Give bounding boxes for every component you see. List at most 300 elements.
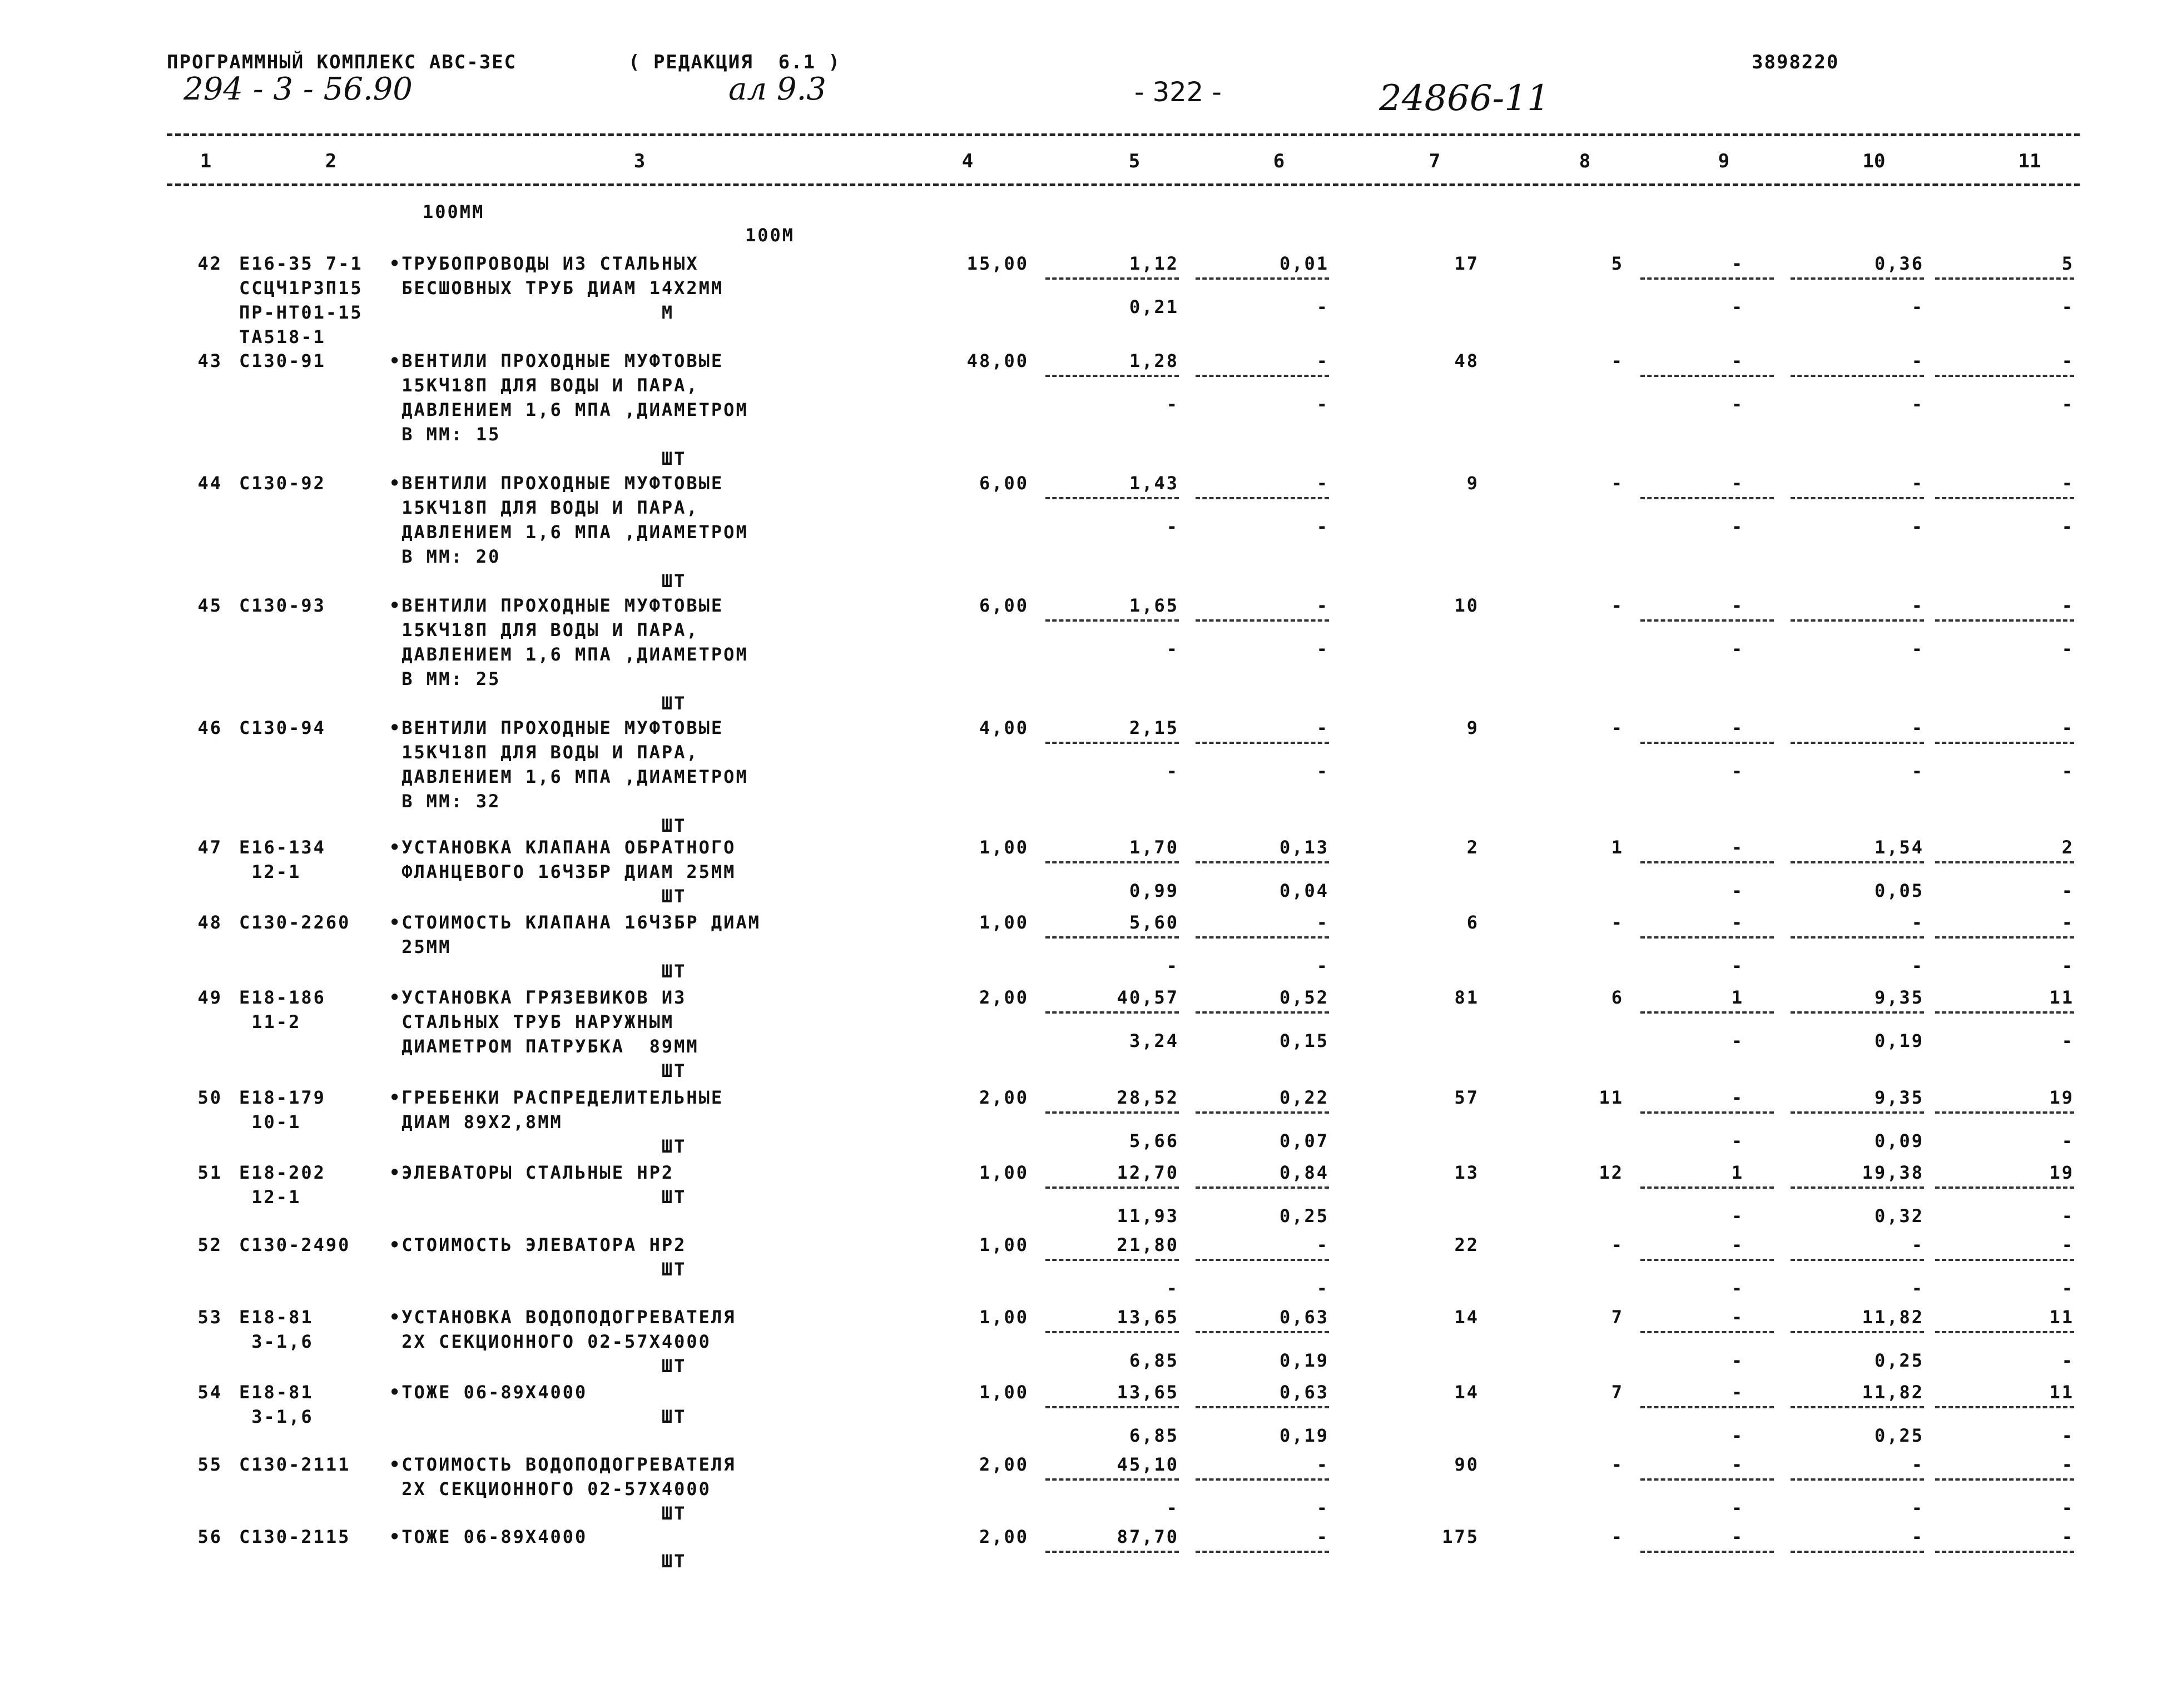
cell-col9: - <box>1731 595 1744 616</box>
page-number: - 322 - <box>1134 77 1222 108</box>
cell-col11-lower: - <box>2061 955 2074 976</box>
row-description: •СТОИМОСТЬ ВОДОПОДОГРЕВАТЕЛЯ <box>389 1454 736 1475</box>
column-number: 11 <box>2018 150 2041 172</box>
column-number: 8 <box>1579 150 1591 172</box>
cell-divider <box>1640 1259 1774 1261</box>
cell-col10: 9,35 <box>1874 987 1924 1008</box>
row-description: ШТ <box>389 570 687 592</box>
cell-col9: - <box>1731 912 1744 933</box>
column-number: 3 <box>633 150 646 172</box>
cell-col11-lower: - <box>2061 1350 2074 1371</box>
cell-col5: 40,57 <box>1117 987 1179 1008</box>
cell-divider <box>1935 1011 2074 1014</box>
cell-col10: - <box>1911 1234 1924 1255</box>
cell-divider <box>1935 1478 2074 1481</box>
cell-col11-lower: - <box>2061 296 2074 317</box>
column-number: 10 <box>1862 150 1886 172</box>
cell-col10: 9,35 <box>1874 1087 1924 1108</box>
cell-divider <box>1791 1478 1924 1481</box>
row-number: 51 <box>197 1162 222 1183</box>
cell-divider <box>1045 742 1179 744</box>
cell-col5-lower: 5,66 <box>1129 1130 1179 1151</box>
cell-col6: 0,84 <box>1279 1162 1329 1183</box>
cell-col7: 13 <box>1454 1162 1479 1183</box>
cell-col5: 12,70 <box>1117 1162 1179 1183</box>
cell-col10: - <box>1911 350 1924 371</box>
cell-divider <box>1935 277 2074 280</box>
cell-col5: 45,10 <box>1117 1454 1179 1475</box>
cell-col10-lower: - <box>1911 296 1924 317</box>
cell-col5-lower: 0,99 <box>1129 880 1179 901</box>
cell-col7: 90 <box>1454 1454 1479 1475</box>
cell-col6: 0,63 <box>1279 1307 1329 1328</box>
cell-col8: - <box>1611 717 1624 738</box>
cell-col6: 0,63 <box>1279 1382 1329 1403</box>
row-description: 2Х СЕКЦИОННОГО 02-57Х4000 <box>389 1331 711 1352</box>
cell-col5: 87,70 <box>1117 1526 1179 1547</box>
cell-col6: - <box>1316 350 1329 371</box>
cell-col11-lower: - <box>2061 1425 2074 1446</box>
cell-col5: 21,80 <box>1117 1234 1179 1255</box>
row-description: 15КЧ18П ДЛЯ ВОДЫ И ПАРА, <box>389 619 699 640</box>
cell-col5: 13,65 <box>1117 1382 1179 1403</box>
row-description: •УСТАНОВКА КЛАПАНА ОБРАТНОГО <box>389 837 736 858</box>
cell-divider <box>1640 1011 1774 1014</box>
program-title: ПРОГРАММНЫЙ КОМПЛЕКС АВС-3ЕС <box>167 51 517 73</box>
cell-col5-lower: - <box>1166 638 1179 659</box>
cell-divider <box>1640 1111 1774 1114</box>
row-description: БЕСШОВНЫХ ТРУБ ДИАМ 14Х2ММ <box>389 277 724 299</box>
row-description: •ВЕНТИЛИ ПРОХОДНЫЕ МУФТОВЫЕ <box>389 717 724 738</box>
row-code: Е16-35 7-1 <box>239 253 363 274</box>
cell-col5-lower: - <box>1166 516 1179 537</box>
cell-divider <box>1791 277 1924 280</box>
cell-divider <box>1045 1111 1179 1114</box>
cell-divider <box>1935 1111 2074 1114</box>
cell-divider <box>1045 1551 1179 1553</box>
cell-divider <box>1791 1259 1924 1261</box>
row-description: •УСТАНОВКА ГРЯЗЕВИКОВ ИЗ <box>389 987 687 1008</box>
cell-col10: 0,36 <box>1874 253 1924 274</box>
cell-col11: - <box>2061 1234 2074 1255</box>
cell-divider <box>1196 861 1329 863</box>
cell-divider <box>1196 1186 1329 1189</box>
row-code: С130-2260 <box>239 912 351 933</box>
cell-divider <box>1045 1406 1179 1408</box>
cell-col8: 7 <box>1611 1307 1624 1328</box>
table-top-rule <box>167 133 2080 136</box>
cell-col9: 1 <box>1731 987 1744 1008</box>
row-description: •УСТАНОВКА ВОДОПОДОГРЕВАТЕЛЯ <box>389 1307 736 1328</box>
cell-col6-lower: - <box>1316 516 1329 537</box>
cell-col7: 57 <box>1454 1087 1479 1108</box>
cell-col6-lower: 0,15 <box>1279 1030 1329 1051</box>
row-description: ШТ <box>389 448 687 469</box>
cell-col11-lower: - <box>2061 516 2074 537</box>
cell-col9: - <box>1731 253 1744 274</box>
cell-col9-lower: - <box>1731 296 1744 317</box>
cell-col7: 9 <box>1466 717 1479 738</box>
cell-divider <box>1045 1186 1179 1189</box>
cell-col11: - <box>2061 350 2074 371</box>
row-quantity: 1,00 <box>979 1234 1029 1255</box>
row-description: ШТ <box>389 1356 687 1377</box>
cell-divider <box>1791 1551 1924 1553</box>
cell-divider <box>1640 277 1774 280</box>
row-description: •ТОЖЕ 06-89Х4000 <box>389 1526 588 1547</box>
row-code: ПР-НТ01-15 <box>239 302 363 323</box>
cell-col10: - <box>1911 717 1924 738</box>
cell-col5-lower: - <box>1166 1497 1179 1518</box>
cell-col6-lower: - <box>1316 1278 1329 1299</box>
cell-col6-lower: - <box>1316 638 1329 659</box>
cell-col9-lower: - <box>1731 1130 1744 1151</box>
row-description: •ЭЛЕВАТОРЫ СТАЛЬНЫЕ НР2 <box>389 1162 675 1183</box>
row-description: М <box>389 302 675 323</box>
cell-col10-lower: 0,09 <box>1874 1130 1924 1151</box>
cell-col5: 1,43 <box>1129 473 1179 494</box>
continuation-unit: 100М <box>745 225 795 246</box>
cell-col8: 1 <box>1611 837 1624 858</box>
cell-col5-lower: 11,93 <box>1117 1205 1179 1227</box>
cell-col8: - <box>1611 595 1624 616</box>
cell-divider <box>1640 1331 1774 1333</box>
cell-divider <box>1196 742 1329 744</box>
cell-col6-lower: - <box>1316 761 1329 782</box>
cell-divider <box>1935 742 2074 744</box>
cell-col11: - <box>2061 717 2074 738</box>
cell-divider <box>1791 1186 1924 1189</box>
row-number: 55 <box>197 1454 222 1475</box>
cell-divider <box>1045 1331 1179 1333</box>
row-quantity: 6,00 <box>979 473 1029 494</box>
cell-col6-lower: 0,19 <box>1279 1425 1329 1446</box>
cell-col6: 0,01 <box>1279 253 1329 274</box>
cell-col6-lower: - <box>1316 394 1329 415</box>
cell-col11: - <box>2061 1454 2074 1475</box>
row-number: 48 <box>197 912 222 933</box>
row-description: ДИАМ 89Х2,8ММ <box>389 1111 563 1133</box>
cell-divider <box>1045 277 1179 280</box>
cell-col9: - <box>1731 350 1744 371</box>
row-description: 25ММ <box>389 936 452 957</box>
cell-divider <box>1935 1186 2074 1189</box>
cell-col11: 11 <box>2049 1382 2074 1403</box>
row-number: 43 <box>197 350 222 371</box>
cell-divider <box>1791 497 1924 499</box>
row-description: •СТОИМОСТЬ КЛАПАНА 16Ч3БР ДИАМ <box>389 912 761 933</box>
cell-col10-lower: - <box>1911 955 1924 976</box>
row-code: С130-94 <box>239 717 326 738</box>
cell-divider <box>1791 742 1924 744</box>
row-code: С130-91 <box>239 350 326 371</box>
cell-col6: 0,22 <box>1279 1087 1329 1108</box>
cell-divider <box>1640 1551 1774 1553</box>
row-number: 56 <box>197 1526 222 1547</box>
cell-col11: - <box>2061 473 2074 494</box>
cell-col10-lower: - <box>1911 1278 1924 1299</box>
row-description: ШТ <box>389 886 687 907</box>
cell-divider <box>1791 1111 1924 1114</box>
cell-col9: - <box>1731 837 1744 858</box>
cell-col9-lower: - <box>1731 1030 1744 1051</box>
row-code: 12-1 <box>239 861 301 882</box>
cell-col10-lower: - <box>1911 761 1924 782</box>
cell-col7: 175 <box>1442 1526 1479 1547</box>
cell-col5: 1,28 <box>1129 350 1179 371</box>
cell-divider <box>1935 1331 2074 1333</box>
cell-col11: - <box>2061 1526 2074 1547</box>
cell-col9-lower: - <box>1731 1497 1744 1518</box>
cell-divider <box>1045 1478 1179 1481</box>
row-number: 50 <box>197 1087 222 1108</box>
row-description: •ТРУБОПРОВОДЫ ИЗ СТАЛЬНЫХ <box>389 253 699 274</box>
cell-divider <box>1791 936 1924 939</box>
row-description: 15КЧ18П ДЛЯ ВОДЫ И ПАРА, <box>389 375 699 396</box>
cell-col7: 48 <box>1454 350 1479 371</box>
cell-col11: - <box>2061 912 2074 933</box>
row-description: •ВЕНТИЛИ ПРОХОДНЫЕ МУФТОВЫЕ <box>389 350 724 371</box>
cell-col8: - <box>1611 1234 1624 1255</box>
row-quantity: 48,00 <box>966 350 1029 371</box>
cell-col7: 2 <box>1466 837 1479 858</box>
row-description: ШТ <box>389 815 687 836</box>
row-code: С130-2490 <box>239 1234 351 1255</box>
column-number: 7 <box>1429 150 1441 172</box>
row-code: С130-93 <box>239 595 326 616</box>
row-description: В ММ: 20 <box>389 546 501 567</box>
row-number: 54 <box>197 1382 222 1403</box>
cell-col10: 1,54 <box>1874 837 1924 858</box>
cell-col9: - <box>1731 1454 1744 1475</box>
row-description: •СТОИМОСТЬ ЭЛЕВАТОРА НР2 <box>389 1234 687 1255</box>
cell-divider <box>1045 497 1179 499</box>
row-description: СТАЛЬНЫХ ТРУБ НАРУЖНЫМ <box>389 1011 675 1032</box>
cell-col7: 10 <box>1454 595 1479 616</box>
cell-col11: 11 <box>2049 1307 2074 1328</box>
cell-col10-lower: - <box>1911 394 1924 415</box>
cell-col5-lower: 6,85 <box>1129 1425 1179 1446</box>
cell-col9-lower: - <box>1731 1205 1744 1227</box>
cell-col9: 1 <box>1731 1162 1744 1183</box>
row-code: Е18-179 <box>239 1087 326 1108</box>
row-description: ДАВЛЕНИЕМ 1,6 МПА ,ДИАМЕТРОМ <box>389 766 748 787</box>
cell-divider <box>1791 1011 1924 1014</box>
row-code: С130-2115 <box>239 1526 351 1547</box>
row-code: Е16-134 <box>239 837 326 858</box>
row-number: 46 <box>197 717 222 738</box>
cell-col11: 19 <box>2049 1087 2074 1108</box>
cell-col6-lower: 0,25 <box>1279 1205 1329 1227</box>
cell-col10: 11,82 <box>1862 1382 1924 1403</box>
cell-divider <box>1640 861 1774 863</box>
row-quantity: 1,00 <box>979 1307 1029 1328</box>
cell-divider <box>1196 1478 1329 1481</box>
cell-col11-lower: - <box>2061 1030 2074 1051</box>
cell-col8: 7 <box>1611 1382 1624 1403</box>
row-quantity: 1,00 <box>979 1162 1029 1183</box>
cell-col5: 1,70 <box>1129 837 1179 858</box>
row-code: ССЦЧ1Р3П15 <box>239 277 363 299</box>
row-code: 11-2 <box>239 1011 301 1032</box>
cell-divider <box>1196 1331 1329 1333</box>
column-number: 5 <box>1128 150 1140 172</box>
cell-divider <box>1196 1011 1329 1014</box>
cell-col8: 5 <box>1611 253 1624 274</box>
cell-col11-lower: - <box>2061 1497 2074 1518</box>
row-quantity: 1,00 <box>979 837 1029 858</box>
row-description: •ВЕНТИЛИ ПРОХОДНЫЕ МУФТОВЫЕ <box>389 595 724 616</box>
cell-divider <box>1791 619 1924 622</box>
cell-col7: 81 <box>1454 987 1479 1008</box>
cell-divider <box>1045 861 1179 863</box>
row-description: •ТОЖЕ 06-89Х4000 <box>389 1382 588 1403</box>
cell-divider <box>1640 1186 1774 1189</box>
cell-divider <box>1196 497 1329 499</box>
row-quantity: 15,00 <box>966 253 1029 274</box>
row-code: Е18-186 <box>239 987 326 1008</box>
cell-col9-lower: - <box>1731 880 1744 901</box>
cell-divider <box>1640 1406 1774 1408</box>
cell-col5-lower: 0,21 <box>1129 296 1179 317</box>
cell-col6-lower: 0,07 <box>1279 1130 1329 1151</box>
cell-col6: - <box>1316 1234 1329 1255</box>
row-quantity: 2,00 <box>979 987 1029 1008</box>
row-description: В ММ: 25 <box>389 668 501 689</box>
cell-col11: 5 <box>2061 253 2074 274</box>
row-code: 3-1,6 <box>239 1331 314 1352</box>
cell-col9: - <box>1731 1087 1744 1108</box>
cell-divider <box>1196 936 1329 939</box>
row-quantity: 2,00 <box>979 1454 1029 1475</box>
row-description: ШТ <box>389 1551 687 1572</box>
cell-col6-lower: - <box>1316 1497 1329 1518</box>
cell-col8: - <box>1611 473 1624 494</box>
handwritten-album: ал 9.3 <box>728 71 826 107</box>
cell-col10-lower: - <box>1911 638 1924 659</box>
row-description: ДИАМЕТРОМ ПАТРУБКА 89ММ <box>389 1036 699 1057</box>
cell-col11-lower: - <box>2061 638 2074 659</box>
cell-col6-lower: 0,04 <box>1279 880 1329 901</box>
row-code: С130-92 <box>239 473 326 494</box>
cell-col8: - <box>1611 1526 1624 1547</box>
cell-col5-lower: 3,24 <box>1129 1030 1179 1051</box>
cell-col9-lower: - <box>1731 1350 1744 1371</box>
cell-divider <box>1935 1406 2074 1408</box>
cell-col6-lower: - <box>1316 296 1329 317</box>
cell-divider <box>1045 619 1179 622</box>
row-description: В ММ: 32 <box>389 791 501 812</box>
cell-col11-lower: - <box>2061 1130 2074 1151</box>
cell-col6: - <box>1316 595 1329 616</box>
row-description: •ГРЕБЕНКИ РАСПРЕДЕЛИТЕЛЬНЫЕ <box>389 1087 724 1108</box>
cell-divider <box>1935 497 2074 499</box>
row-number: 49 <box>197 987 222 1008</box>
cell-col6: 0,52 <box>1279 987 1329 1008</box>
cell-col9-lower: - <box>1731 1278 1744 1299</box>
cell-col9: - <box>1731 1526 1744 1547</box>
cell-col6-lower: - <box>1316 955 1329 976</box>
cell-col11-lower: - <box>2061 1278 2074 1299</box>
cell-col6: - <box>1316 717 1329 738</box>
cell-col10: - <box>1911 912 1924 933</box>
row-quantity: 1,00 <box>979 912 1029 933</box>
cell-col10-lower: - <box>1911 516 1924 537</box>
row-code: 12-1 <box>239 1186 301 1208</box>
row-description: ШТ <box>389 1406 687 1427</box>
row-code: 3-1,6 <box>239 1406 314 1427</box>
column-number: 6 <box>1273 150 1285 172</box>
handwritten-project-number: 24866-11 <box>1379 78 1550 119</box>
cell-col5-lower: - <box>1166 1278 1179 1299</box>
cell-col9-lower: - <box>1731 394 1744 415</box>
cell-divider <box>1045 1011 1179 1014</box>
cell-divider <box>1935 375 2074 377</box>
cell-divider <box>1045 1259 1179 1261</box>
cell-col9-lower: - <box>1731 516 1744 537</box>
cell-col5: 2,15 <box>1129 717 1179 738</box>
cell-divider <box>1791 1406 1924 1408</box>
cell-col6: - <box>1316 1526 1329 1547</box>
row-description: ШТ <box>389 1186 687 1208</box>
cell-col7: 14 <box>1454 1382 1479 1403</box>
cell-col8: 11 <box>1599 1087 1624 1108</box>
row-quantity: 6,00 <box>979 595 1029 616</box>
row-code: Е18-202 <box>239 1162 326 1183</box>
cell-divider <box>1791 1331 1924 1333</box>
cell-divider <box>1935 619 2074 622</box>
cell-col8: 6 <box>1611 987 1624 1008</box>
cell-divider <box>1935 861 2074 863</box>
cell-col10-lower: - <box>1911 1497 1924 1518</box>
row-description: ФЛАНЦЕВОГО 16Ч3БР ДИАМ 25ММ <box>389 861 736 882</box>
row-quantity: 1,00 <box>979 1382 1029 1403</box>
cell-col10-lower: 0,25 <box>1874 1425 1924 1446</box>
cell-col11-lower: - <box>2061 394 2074 415</box>
cell-col9: - <box>1731 717 1744 738</box>
cell-divider <box>1045 375 1179 377</box>
cell-col5-lower: - <box>1166 955 1179 976</box>
cell-col11: 19 <box>2049 1162 2074 1183</box>
cell-col10: 19,38 <box>1862 1162 1924 1183</box>
table-header-rule <box>167 183 2080 186</box>
cell-col5: 1,65 <box>1129 595 1179 616</box>
cell-col5: 13,65 <box>1117 1307 1179 1328</box>
row-description: ШТ <box>389 1060 687 1081</box>
cell-col5-lower: - <box>1166 761 1179 782</box>
cell-col9-lower: - <box>1731 955 1744 976</box>
cell-col6: - <box>1316 912 1329 933</box>
cell-col11-lower: - <box>2061 880 2074 901</box>
row-number: 42 <box>197 253 222 274</box>
row-description: ШТ <box>389 961 687 982</box>
cell-col6-lower: 0,19 <box>1279 1350 1329 1371</box>
column-number: 9 <box>1718 150 1730 172</box>
cell-divider <box>1935 1551 2074 1553</box>
cell-col7: 22 <box>1454 1234 1479 1255</box>
cell-col9: - <box>1731 1307 1744 1328</box>
edition-label: ( РЕДАКЦИЯ 6.1 ) <box>628 51 841 73</box>
row-code: С130-2111 <box>239 1454 351 1475</box>
row-description: ШТ <box>389 1136 687 1157</box>
cell-divider <box>1045 936 1179 939</box>
row-description: В ММ: 15 <box>389 424 501 445</box>
column-number: 2 <box>325 150 337 172</box>
row-description: ШТ <box>389 1259 687 1280</box>
row-description: ДАВЛЕНИЕМ 1,6 МПА ,ДИАМЕТРОМ <box>389 644 748 665</box>
cell-divider <box>1791 861 1924 863</box>
cell-divider <box>1196 277 1329 280</box>
